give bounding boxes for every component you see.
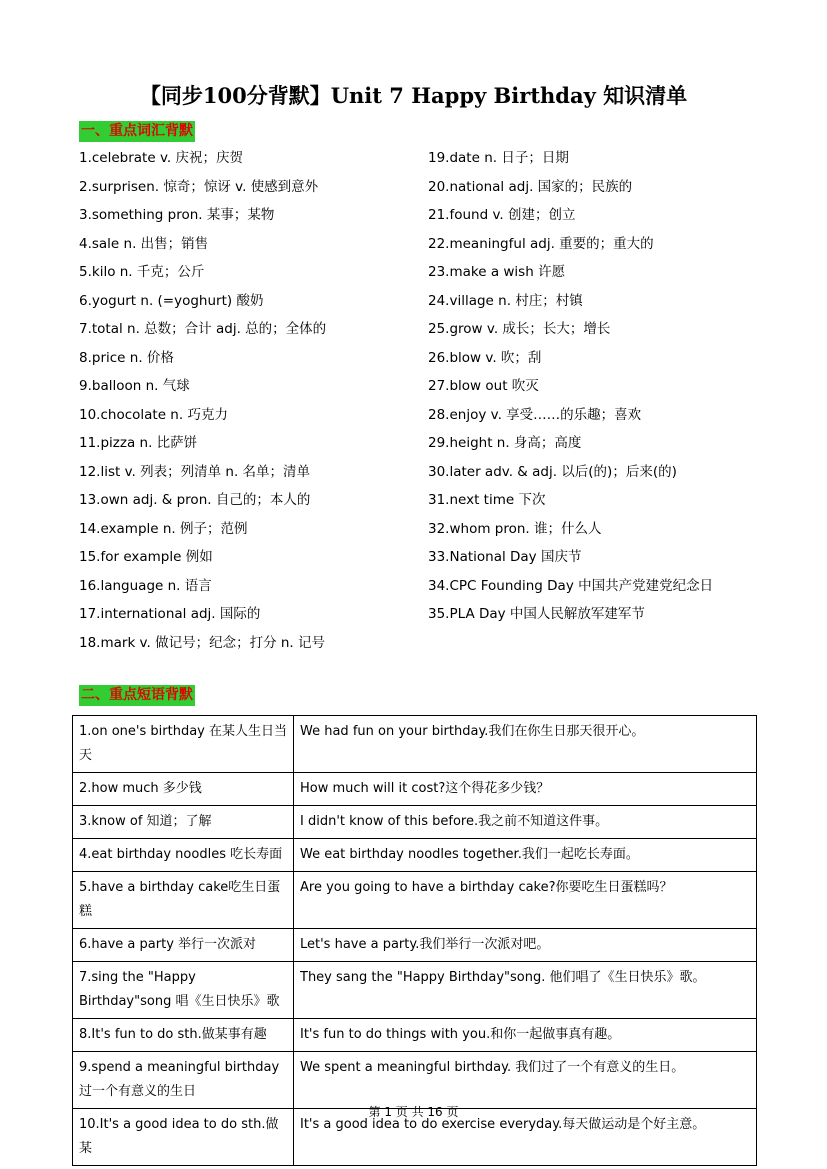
phrase-cell: 8.It's fun to do sth.做某事有趣 (73, 1019, 294, 1052)
vocabulary-item: 19.date n. 日子；日期 (428, 150, 569, 166)
vocabulary-item: 2.surprisen. 惊奇；惊讶 v. 使感到意外 (79, 178, 319, 195)
vocabulary-column-right (428, 144, 713, 629)
phrase-cell: 10.It's a good idea to do sth.做某 (73, 1109, 294, 1166)
example-cell: It's a good idea to do exercise everyday.每天做运动是个好主意。 (294, 1109, 757, 1166)
vocabulary-item: 15.for example 例如 (79, 549, 213, 565)
vocabulary-item: 23.make a wish 许愿 (428, 264, 566, 280)
vocabulary-column-left (79, 144, 326, 657)
phrase-cell: 6.have a party 举行一次派对 (73, 929, 294, 962)
table-row (73, 929, 757, 962)
vocabulary-item: 32.whom pron. 谁；什么人 (428, 520, 602, 537)
vocabulary-item: 34.CPC Founding Day 中国共产党建党纪念日 (428, 577, 714, 594)
vocabulary-item: 1.celebrate v. 庆祝；庆贺 (79, 150, 243, 166)
vocabulary-item: 28.enjoy v. 享受……的乐趣；喜欢 (428, 406, 642, 423)
vocabulary-item: 33.National Day 国庆节 (428, 549, 582, 565)
vocabulary-item: 26.blow v. 吹；刮 (428, 349, 542, 366)
table-row (73, 872, 757, 929)
vocabulary-item: 21.found v. 创建；创立 (428, 207, 576, 223)
vocabulary-item: 31.next time 下次 (428, 492, 546, 508)
vocabulary-item: 24.village n. 村庄；村镇 (428, 292, 583, 309)
example-cell: How much will it cost?这个得花多少钱？ (294, 773, 757, 806)
example-cell: Are you going to have a birthday cake?你要吃生日蛋糕吗？ (294, 872, 757, 929)
phrase-cell: 5.have a birthday cake吃生日蛋糕 (73, 872, 294, 929)
phrase-table (72, 715, 757, 1166)
table-row (73, 962, 757, 1019)
vocabulary-item: 35.PLA Day 中国人民解放军建军节 (428, 606, 645, 622)
vocabulary-item: 5.kilo n. 千克；公斤 (79, 264, 205, 280)
vocabulary-item: 16.language n. 语言 (79, 577, 212, 594)
section-heading-phrases: 二、重点短语背默 (79, 685, 195, 706)
table-row (73, 806, 757, 839)
table-row (73, 773, 757, 806)
phrase-cell: 7.sing the "Happy Birthday"song 唱《生日快乐》歌 (73, 962, 294, 1019)
vocabulary-item: 8.price n. 价格 (79, 349, 174, 366)
vocabulary-item: 18.mark v. 做记号；纪念；打分 n. 记号 (79, 634, 326, 651)
example-cell: It's fun to do things with you.和你一起做事真有趣。 (294, 1019, 757, 1052)
vocabulary-item: 25.grow v. 成长；长大；增长 (428, 321, 611, 337)
vocabulary-item: 22.meaningful adj. 重要的；重大的 (428, 235, 654, 252)
table-row (73, 1019, 757, 1052)
example-cell: We eat birthday noodles together.我们一起吃长寿面。 (294, 839, 757, 872)
vocabulary-item: 17.international adj. 国际的 (79, 606, 261, 622)
table-row (73, 1052, 757, 1109)
vocabulary-item: 20.national adj. 国家的；民族的 (428, 178, 633, 195)
phrase-cell: 1.on one's birthday 在某人生日当天 (73, 716, 294, 773)
page-footer: 第 1 页 共 16 页 (368, 1105, 459, 1119)
example-cell: We spent a meaningful birthday. 我们过了一个有意义的生日。 (294, 1052, 757, 1109)
vocabulary-item: 10.chocolate n. 巧克力 (79, 406, 228, 423)
example-cell: We had fun on your birthday.我们在你生日那天很开心。 (294, 716, 757, 773)
vocabulary-item: 6.yogurt n. (=yoghurt) 酸奶 (79, 292, 264, 309)
table-row (73, 716, 757, 773)
phrase-cell: 9.spend a meaningful birthday 过一个有意义的生日 (73, 1052, 294, 1109)
vocabulary-item: 14.example n. 例子；范例 (79, 520, 248, 537)
vocabulary-item: 27.blow out 吹灭 (428, 378, 539, 394)
table-row (73, 839, 757, 872)
example-cell: I didn't know of this before.我之前不知道这件事。 (294, 806, 757, 839)
phrase-cell: 4.eat birthday noodles 吃长寿面 (73, 839, 294, 872)
section-heading-vocabulary: 一、重点词汇背默 (79, 121, 195, 142)
vocabulary-item: 9.balloon n. 气球 (79, 378, 190, 394)
page-title: 【同步100分背默】Unit 7 Happy Birthday 知识清单 (139, 83, 688, 108)
example-cell: They sang the "Happy Birthday"song. 他们唱了《生日快乐》歌。 (294, 962, 757, 1019)
vocabulary-item: 12.list v. 列表；列清单 n. 名单；清单 (79, 463, 311, 480)
vocabulary-item: 7.total n. 总数；合计 adj. 总的；全体的 (79, 321, 327, 337)
vocabulary-item: 13.own adj. & pron. 自己的；本人的 (79, 492, 311, 508)
example-cell: Let's have a party.我们举行一次派对吧。 (294, 929, 757, 962)
phrase-cell: 2.how much 多少钱 (73, 773, 294, 806)
vocabulary-item: 4.sale n. 出售；销售 (79, 235, 209, 252)
vocabulary-item: 11.pizza n. 比萨饼 (79, 435, 198, 451)
vocabulary-item: 30.later adv. & adj. 以后(的)；后来(的) (428, 463, 677, 480)
vocabulary-item: 29.height n. 身高；高度 (428, 435, 582, 451)
phrase-cell: 3.know of 知道；了解 (73, 806, 294, 839)
vocabulary-item: 3.something pron. 某事；某物 (79, 207, 275, 223)
